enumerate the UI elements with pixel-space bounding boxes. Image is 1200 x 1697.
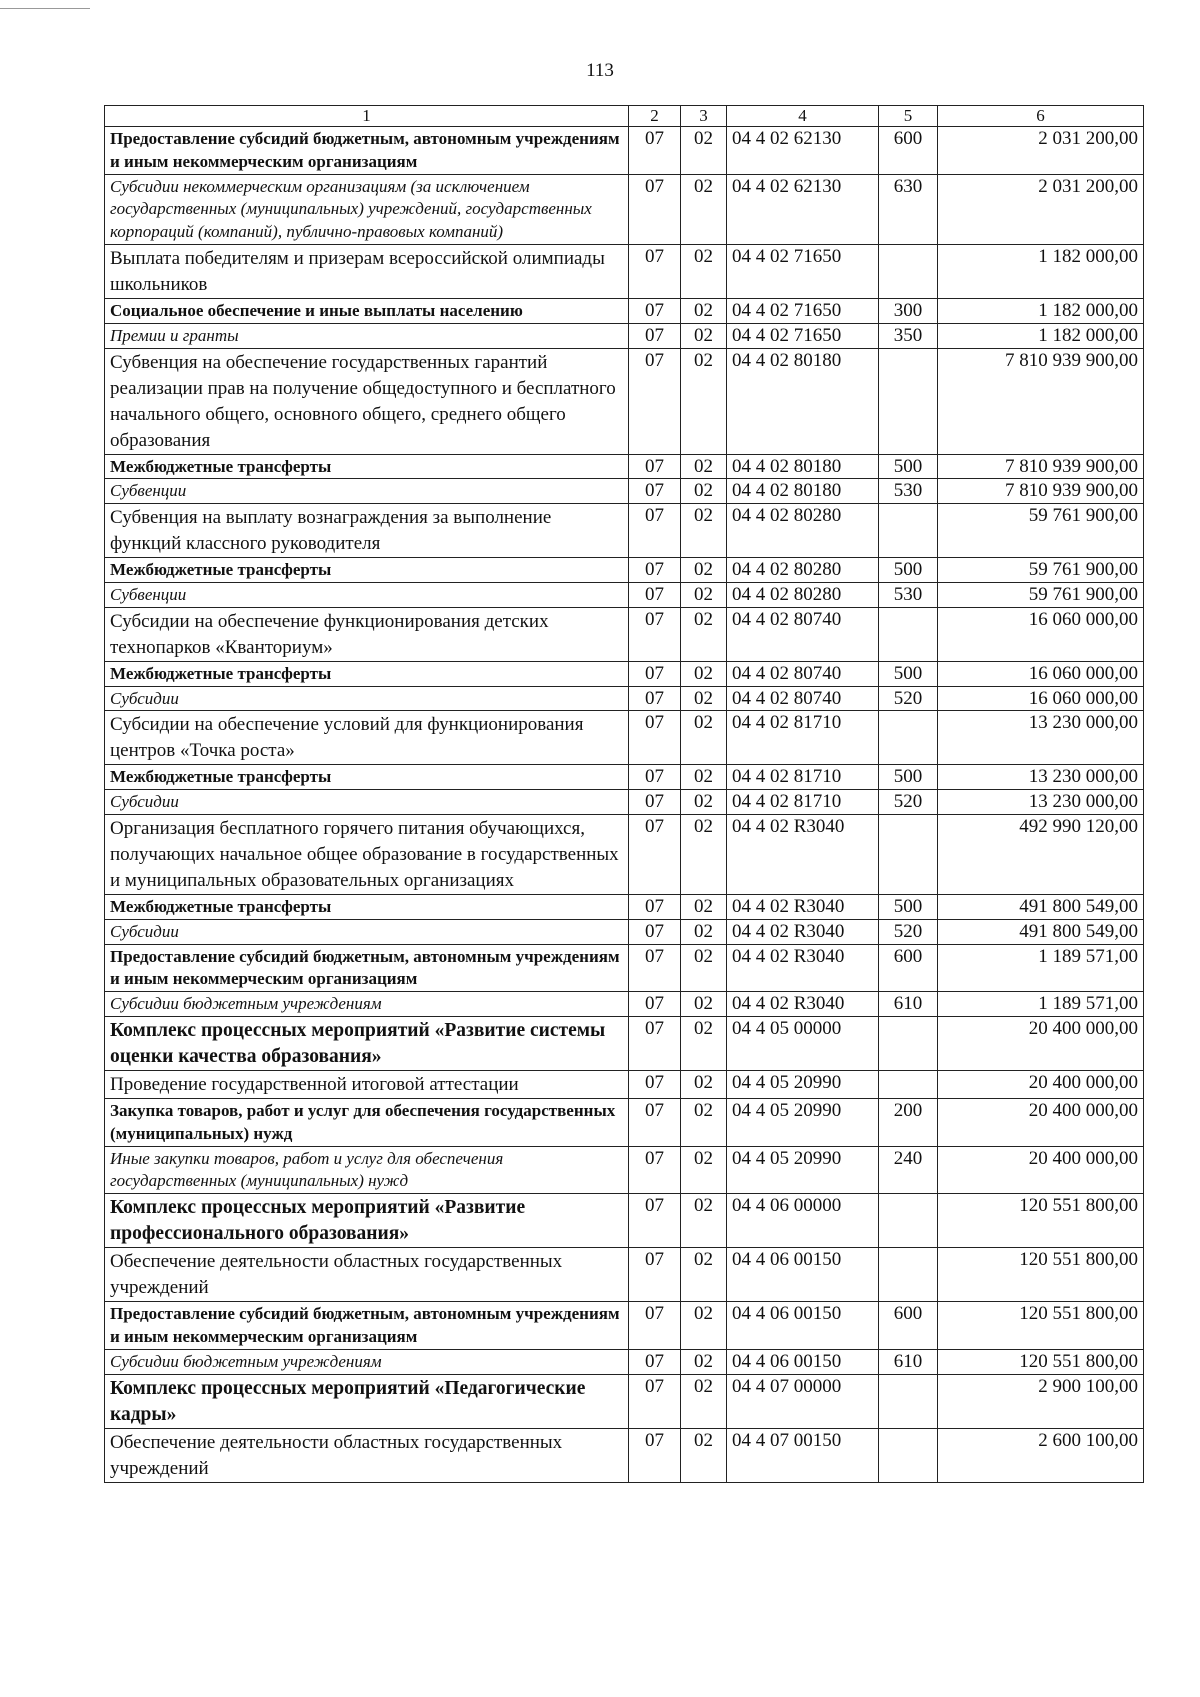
table-row (105, 919, 1144, 944)
row-target-code: 04 4 02 71650 (727, 323, 879, 348)
row-subsection: 02 (681, 454, 727, 479)
row-section: 07 (629, 454, 681, 479)
row-name: Премии и гранты (105, 323, 629, 348)
row-subsection: 02 (681, 298, 727, 323)
row-target-code: 04 4 02 80180 (727, 348, 879, 454)
top-left-margin-line (0, 8, 90, 9)
row-section: 07 (629, 765, 681, 790)
row-name: Социальное обеспечение и иные выплаты населению (105, 298, 629, 323)
row-subsection: 02 (681, 1194, 727, 1248)
table-row (105, 348, 1144, 454)
row-subsection: 02 (681, 1428, 727, 1482)
row-section: 07 (629, 686, 681, 711)
row-subsection: 02 (681, 661, 727, 686)
row-amount: 20 400 000,00 (938, 1146, 1144, 1194)
row-name: Межбюджетные трансферты (105, 661, 629, 686)
row-name: Субсидии бюджетным учреждениям (105, 1349, 629, 1374)
table-row (105, 1248, 1144, 1302)
row-subsection: 02 (681, 1302, 727, 1350)
row-expense-type: 200 (879, 1098, 938, 1146)
row-name: Межбюджетные трансферты (105, 894, 629, 919)
row-target-code: 04 4 02 71650 (727, 244, 879, 298)
row-expense-type: 600 (879, 944, 938, 992)
row-expense-type (879, 1194, 938, 1248)
row-amount: 7 810 939 900,00 (938, 454, 1144, 479)
row-subsection: 02 (681, 127, 727, 175)
table-row (105, 1070, 1144, 1098)
table-row (105, 174, 1144, 244)
row-name: Выплата победителям и призерам всероссийской олимпиады школьников (105, 244, 629, 298)
row-subsection: 02 (681, 1146, 727, 1194)
table-row (105, 992, 1144, 1017)
row-amount: 1 182 000,00 (938, 323, 1144, 348)
row-subsection: 02 (681, 479, 727, 504)
row-section: 07 (629, 1374, 681, 1428)
row-amount: 2 600 100,00 (938, 1428, 1144, 1482)
row-expense-type (879, 244, 938, 298)
row-expense-type (879, 711, 938, 765)
row-expense-type: 520 (879, 919, 938, 944)
row-subsection: 02 (681, 244, 727, 298)
row-target-code: 04 4 02 R3040 (727, 919, 879, 944)
row-amount: 59 761 900,00 (938, 558, 1144, 583)
row-amount: 120 551 800,00 (938, 1349, 1144, 1374)
table-row (105, 504, 1144, 558)
row-target-code: 04 4 02 71650 (727, 298, 879, 323)
row-amount: 1 189 571,00 (938, 944, 1144, 992)
row-name: Комплекс процессных мероприятий «Развитие профессионального образования» (105, 1194, 629, 1248)
row-expense-type (879, 1428, 938, 1482)
row-subsection: 02 (681, 790, 727, 815)
row-amount: 16 060 000,00 (938, 661, 1144, 686)
row-subsection: 02 (681, 582, 727, 607)
row-name: Субвенции (105, 582, 629, 607)
row-section: 07 (629, 1016, 681, 1070)
row-section: 07 (629, 1248, 681, 1302)
row-name: Субвенции (105, 479, 629, 504)
row-amount: 16 060 000,00 (938, 607, 1144, 661)
table-row (105, 558, 1144, 583)
table-row (105, 894, 1144, 919)
row-section: 07 (629, 711, 681, 765)
row-name: Обеспечение деятельности областных государственных учреждений (105, 1428, 629, 1482)
row-target-code: 04 4 02 R3040 (727, 992, 879, 1017)
table-row (105, 298, 1144, 323)
row-subsection: 02 (681, 711, 727, 765)
row-name: Проведение государственной итоговой аттестации (105, 1070, 629, 1098)
row-amount: 491 800 549,00 (938, 919, 1144, 944)
budget-table (104, 105, 1144, 1483)
row-expense-type (879, 1374, 938, 1428)
row-expense-type: 500 (879, 894, 938, 919)
row-expense-type: 350 (879, 323, 938, 348)
row-amount: 13 230 000,00 (938, 711, 1144, 765)
header-cell-3: 3 (681, 106, 727, 127)
row-amount: 120 551 800,00 (938, 1194, 1144, 1248)
row-section: 07 (629, 348, 681, 454)
table-row (105, 944, 1144, 992)
row-name: Иные закупки товаров, работ и услуг для обеспечения государственных (муниципальных) нужд (105, 1146, 629, 1194)
row-section: 07 (629, 479, 681, 504)
row-name: Организация бесплатного горячего питания обучающихся, получающих начальное общее образование в государственных и муниципальных образовательных организациях (105, 814, 629, 894)
row-expense-type (879, 1070, 938, 1098)
row-section: 07 (629, 1194, 681, 1248)
row-amount: 59 761 900,00 (938, 582, 1144, 607)
row-expense-type: 530 (879, 582, 938, 607)
row-expense-type: 530 (879, 479, 938, 504)
row-section: 07 (629, 582, 681, 607)
row-section: 07 (629, 1098, 681, 1146)
row-amount: 120 551 800,00 (938, 1302, 1144, 1350)
table-row (105, 661, 1144, 686)
row-subsection: 02 (681, 944, 727, 992)
row-target-code: 04 4 02 80740 (727, 661, 879, 686)
row-expense-type: 300 (879, 298, 938, 323)
table-row (105, 582, 1144, 607)
row-subsection: 02 (681, 558, 727, 583)
row-section: 07 (629, 1428, 681, 1482)
table-row (105, 1374, 1144, 1428)
row-target-code: 04 4 02 80180 (727, 454, 879, 479)
row-section: 07 (629, 814, 681, 894)
row-amount: 1 189 571,00 (938, 992, 1144, 1017)
row-expense-type: 610 (879, 1349, 938, 1374)
header-cell-6: 6 (938, 106, 1144, 127)
row-expense-type: 500 (879, 661, 938, 686)
row-section: 07 (629, 1349, 681, 1374)
row-target-code: 04 4 02 80740 (727, 607, 879, 661)
row-target-code: 04 4 02 R3040 (727, 894, 879, 919)
row-expense-type: 500 (879, 454, 938, 479)
row-expense-type (879, 607, 938, 661)
table-row (105, 127, 1144, 175)
row-name: Предоставление субсидий бюджетным, автономным учреждениям и иным некоммерческим организациям (105, 1302, 629, 1350)
row-target-code: 04 4 02 81710 (727, 711, 879, 765)
row-section: 07 (629, 1070, 681, 1098)
row-expense-type (879, 1016, 938, 1070)
table-row (105, 607, 1144, 661)
table-row (105, 323, 1144, 348)
row-name: Субсидии (105, 790, 629, 815)
row-expense-type (879, 1248, 938, 1302)
row-target-code: 04 4 06 00150 (727, 1349, 879, 1374)
row-expense-type: 520 (879, 686, 938, 711)
row-section: 07 (629, 504, 681, 558)
row-subsection: 02 (681, 1016, 727, 1070)
row-target-code: 04 4 02 R3040 (727, 814, 879, 894)
table-row (105, 454, 1144, 479)
row-target-code: 04 4 02 80280 (727, 504, 879, 558)
table-row (105, 765, 1144, 790)
row-expense-type: 520 (879, 790, 938, 815)
row-name: Субвенция на обеспечение государственных гарантий реализации прав на получение общедоступного и бесплатного начального общего, основного общего, среднего общего образования (105, 348, 629, 454)
row-target-code: 04 4 07 00000 (727, 1374, 879, 1428)
row-subsection: 02 (681, 894, 727, 919)
row-target-code: 04 4 06 00000 (727, 1194, 879, 1248)
row-subsection: 02 (681, 1374, 727, 1428)
row-amount: 2 900 100,00 (938, 1374, 1144, 1428)
table-body (105, 106, 1144, 1483)
row-amount: 2 031 200,00 (938, 174, 1144, 244)
row-amount: 7 810 939 900,00 (938, 479, 1144, 504)
table-row (105, 814, 1144, 894)
row-expense-type: 600 (879, 1302, 938, 1350)
row-subsection: 02 (681, 607, 727, 661)
row-amount: 120 551 800,00 (938, 1248, 1144, 1302)
row-section: 07 (629, 244, 681, 298)
row-name: Закупка товаров, работ и услуг для обеспечения государственных (муниципальных) нужд (105, 1098, 629, 1146)
row-amount: 2 031 200,00 (938, 127, 1144, 175)
row-target-code: 04 4 02 62130 (727, 127, 879, 175)
row-amount: 492 990 120,00 (938, 814, 1144, 894)
row-section: 07 (629, 944, 681, 992)
row-section: 07 (629, 894, 681, 919)
row-target-code: 04 4 02 R3040 (727, 944, 879, 992)
row-expense-type (879, 348, 938, 454)
row-section: 07 (629, 323, 681, 348)
row-target-code: 04 4 02 80280 (727, 582, 879, 607)
header-cell-4: 4 (727, 106, 879, 127)
row-expense-type: 500 (879, 765, 938, 790)
row-section: 07 (629, 607, 681, 661)
row-subsection: 02 (681, 686, 727, 711)
header-cell-1: 1 (105, 106, 629, 127)
table-row (105, 1349, 1144, 1374)
row-name: Межбюджетные трансферты (105, 454, 629, 479)
row-name: Межбюджетные трансферты (105, 558, 629, 583)
row-target-code: 04 4 05 20990 (727, 1070, 879, 1098)
row-subsection: 02 (681, 1248, 727, 1302)
row-section: 07 (629, 790, 681, 815)
row-name: Субсидии на обеспечение функционирования детских технопарков «Кванториум» (105, 607, 629, 661)
table-row (105, 711, 1144, 765)
row-amount: 491 800 549,00 (938, 894, 1144, 919)
row-name: Субвенция на выплату вознаграждения за выполнение функций классного руководителя (105, 504, 629, 558)
row-section: 07 (629, 1146, 681, 1194)
header-cell-5: 5 (879, 106, 938, 127)
row-name: Субсидии бюджетным учреждениям (105, 992, 629, 1017)
row-target-code: 04 4 05 20990 (727, 1146, 879, 1194)
row-expense-type: 240 (879, 1146, 938, 1194)
table-row (105, 1016, 1144, 1070)
table-row (105, 1194, 1144, 1248)
row-subsection: 02 (681, 919, 727, 944)
row-section: 07 (629, 992, 681, 1017)
row-expense-type: 500 (879, 558, 938, 583)
row-section: 07 (629, 1302, 681, 1350)
table-row (105, 790, 1144, 815)
row-subsection: 02 (681, 1098, 727, 1146)
row-subsection: 02 (681, 1070, 727, 1098)
row-amount: 13 230 000,00 (938, 765, 1144, 790)
row-name: Предоставление субсидий бюджетным, автономным учреждениям и иным некоммерческим организациям (105, 127, 629, 175)
row-target-code: 04 4 02 80280 (727, 558, 879, 583)
row-subsection: 02 (681, 814, 727, 894)
row-name: Обеспечение деятельности областных государственных учреждений (105, 1248, 629, 1302)
row-subsection: 02 (681, 348, 727, 454)
row-subsection: 02 (681, 504, 727, 558)
row-section: 07 (629, 174, 681, 244)
row-target-code: 04 4 02 80180 (727, 479, 879, 504)
header-cell-2: 2 (629, 106, 681, 127)
row-name: Субсидии (105, 919, 629, 944)
table-header-row (105, 106, 1144, 127)
row-name: Субсидии некоммерческим организациям (за исключением государственных (муниципальных) учреждений, государственных корпораций (компаний), публично-правовых компаний) (105, 174, 629, 244)
row-amount: 20 400 000,00 (938, 1098, 1144, 1146)
table-row (105, 1098, 1144, 1146)
row-name: Комплекс процессных мероприятий «Развитие системы оценки качества образования» (105, 1016, 629, 1070)
table-row (105, 1428, 1144, 1482)
row-target-code: 04 4 02 81710 (727, 765, 879, 790)
row-subsection: 02 (681, 174, 727, 244)
row-amount: 59 761 900,00 (938, 504, 1144, 558)
row-target-code: 04 4 05 20990 (727, 1098, 879, 1146)
row-section: 07 (629, 127, 681, 175)
row-target-code: 04 4 06 00150 (727, 1302, 879, 1350)
row-subsection: 02 (681, 992, 727, 1017)
row-amount: 16 060 000,00 (938, 686, 1144, 711)
row-target-code: 04 4 06 00150 (727, 1248, 879, 1302)
row-amount: 1 182 000,00 (938, 244, 1144, 298)
row-target-code: 04 4 02 81710 (727, 790, 879, 815)
row-target-code: 04 4 05 00000 (727, 1016, 879, 1070)
row-name: Субсидии (105, 686, 629, 711)
row-expense-type: 600 (879, 127, 938, 175)
table-row (105, 686, 1144, 711)
row-section: 07 (629, 661, 681, 686)
row-expense-type (879, 504, 938, 558)
row-section: 07 (629, 558, 681, 583)
row-amount: 20 400 000,00 (938, 1070, 1144, 1098)
row-name: Межбюджетные трансферты (105, 765, 629, 790)
row-target-code: 04 4 02 80740 (727, 686, 879, 711)
row-subsection: 02 (681, 765, 727, 790)
row-expense-type: 630 (879, 174, 938, 244)
row-name: Комплекс процессных мероприятий «Педагогические кадры» (105, 1374, 629, 1428)
table-row (105, 1146, 1144, 1194)
row-expense-type (879, 814, 938, 894)
table-row (105, 1302, 1144, 1350)
row-section: 07 (629, 919, 681, 944)
page-number: 113 (586, 60, 614, 81)
row-amount: 20 400 000,00 (938, 1016, 1144, 1070)
row-name: Предоставление субсидий бюджетным, автономным учреждениям и иным некоммерческим организациям (105, 944, 629, 992)
row-amount: 13 230 000,00 (938, 790, 1144, 815)
row-subsection: 02 (681, 1349, 727, 1374)
table-row (105, 479, 1144, 504)
row-section: 07 (629, 298, 681, 323)
table-row (105, 244, 1144, 298)
row-amount: 7 810 939 900,00 (938, 348, 1144, 454)
row-name: Субсидии на обеспечение условий для функционирования центров «Точка роста» (105, 711, 629, 765)
row-target-code: 04 4 07 00150 (727, 1428, 879, 1482)
row-amount: 1 182 000,00 (938, 298, 1144, 323)
row-subsection: 02 (681, 323, 727, 348)
row-target-code: 04 4 02 62130 (727, 174, 879, 244)
row-expense-type: 610 (879, 992, 938, 1017)
